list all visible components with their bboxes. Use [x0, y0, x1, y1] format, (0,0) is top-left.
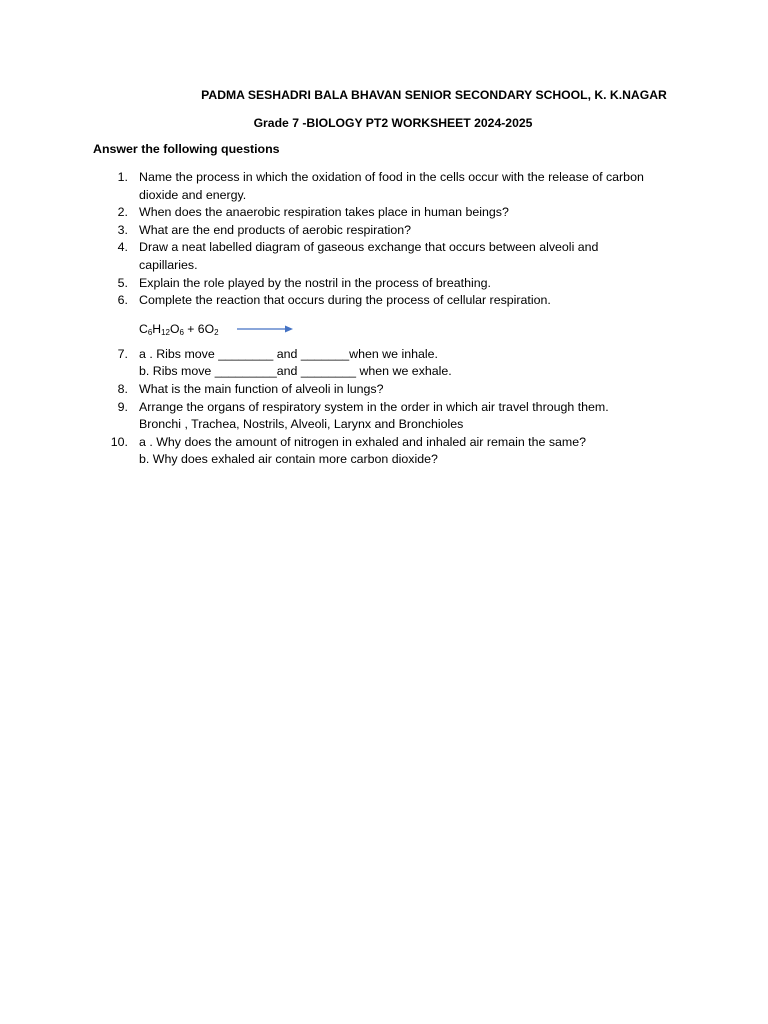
question-10 — [0, 434, 679, 469]
question-9 — [0, 399, 679, 434]
equation-hydrogen: H — [152, 321, 162, 336]
question-text: b. Why does exhaled air contain more carbon dioxide? — [139, 452, 438, 467]
worksheet-title: Grade 7 -BIOLOGY PT2 WORKSHEET 2024-2025 — [253, 116, 533, 130]
question-text: b. Ribs move _________and ________ when we exhale. — [139, 364, 452, 379]
question-6 — [0, 292, 679, 310]
equation-carbon: C — [139, 321, 148, 336]
question-number: 6. — [117, 293, 128, 308]
question-8 — [0, 381, 679, 399]
question-number: 8. — [117, 381, 128, 396]
question-text: What is the main function of alveoli in lungs? — [139, 381, 384, 396]
question-4 — [0, 239, 679, 274]
equation-carbon-subscript: 6 — [147, 327, 153, 337]
equation-o2-subscript: 2 — [214, 327, 219, 337]
question-2 — [0, 204, 679, 222]
question-text: Bronchi , Trachea, Nostrils, Alveoli, Larynx and Bronchioles — [139, 417, 464, 432]
arrow-right-icon — [236, 323, 296, 335]
equation-hydrogen-subscript: 12 — [161, 327, 170, 337]
question-3 — [0, 222, 679, 240]
question-text: Name the process in which the oxidation of food in the cells occur with the release of carbon — [139, 170, 644, 184]
instructions-heading: Answer the following questions — [93, 142, 280, 156]
question-text: a . Ribs move ________ and _______when we inhale. — [139, 346, 438, 361]
question-text: What are the end products of aerobic respiration? — [139, 222, 412, 237]
question-text: Explain the role played by the nostril in the process of breathing. — [139, 275, 491, 290]
question-number: 7. — [117, 346, 128, 361]
question-text: a . Why does the amount of nitrogen in exhaled and inhaled air remain the same? — [139, 434, 587, 449]
question-7 — [0, 346, 679, 381]
question-text: dioxide and energy. — [139, 187, 247, 202]
equation-oxygen-subscript: 6 — [179, 327, 184, 337]
respiration-equation — [0, 319, 768, 346]
equation-formula — [139, 321, 219, 339]
question-number: 4. — [117, 240, 128, 255]
question-text: When does the anaerobic respiration takes place in human beings? — [139, 205, 509, 220]
question-number: 10. — [110, 434, 128, 449]
question-1 — [0, 169, 679, 204]
question-number: 9. — [117, 399, 128, 414]
school-name: PADMA SESHADRI BALA BHAVAN SENIOR SECONDARY SCHOOL, K. K.NAGAR — [201, 88, 667, 102]
equation-oxygen: O — [169, 321, 180, 336]
question-list — [0, 169, 768, 469]
question-number: 3. — [117, 222, 128, 237]
question-number: 5. — [117, 275, 128, 290]
question-text: Draw a neat labelled diagram of gaseous exchange that occurs between alveoli and — [139, 240, 599, 255]
equation-plus-oxygen: + 6O — [183, 321, 215, 336]
question-number: 2. — [117, 205, 128, 220]
question-text: Complete the reaction that occurs during the process of cellular respiration. — [139, 293, 551, 308]
question-number: 1. — [117, 170, 128, 184]
question-5 — [0, 275, 679, 293]
question-text: capillaries. — [139, 257, 198, 272]
question-text: Arrange the organs of respiratory system in the order in which air travel through them. — [139, 399, 609, 414]
